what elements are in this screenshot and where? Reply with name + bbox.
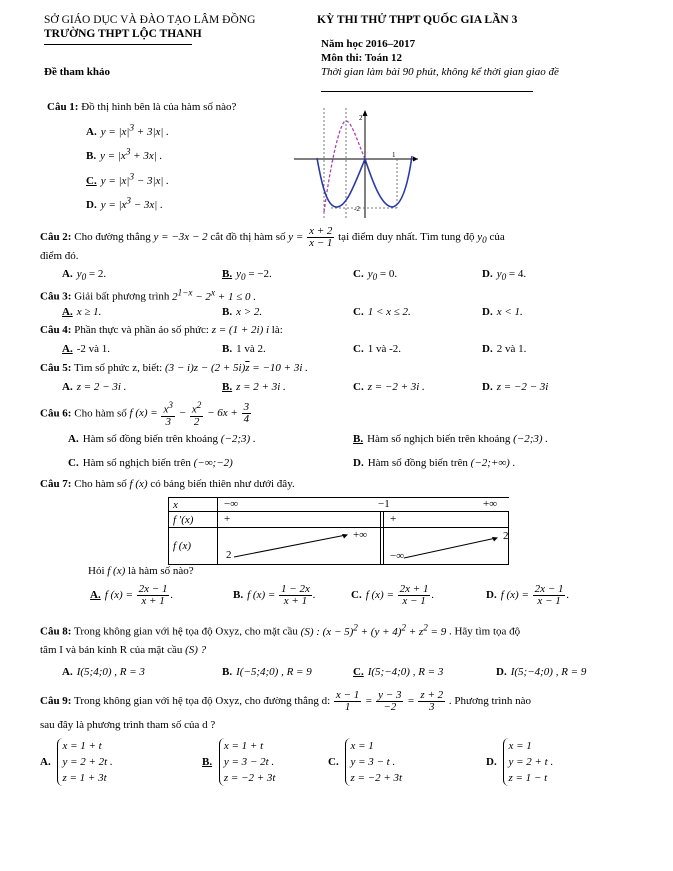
q1-expr-c: $y = |x|^3 - 3|x|$ . <box>100 171 169 187</box>
q3-stem: Câu 3: Giải bất phương trình $2^{1-x} - 2^x + 1 \le 0$ . <box>40 287 256 303</box>
q8-option-b[interactable]: B. I(−5;4;0) , R = 9 <box>222 666 312 678</box>
q7-option-d[interactable]: D. f (x) = $\frac{2x - 1}{x - 1}$ . <box>486 583 570 607</box>
q9-stem-cont: sau đây là phương trình tham số của d ? <box>40 719 216 731</box>
graph-x-arrow <box>413 157 418 162</box>
q2-option-a[interactable]: A. $y_0 = 2$. <box>62 268 107 283</box>
header-divider-right <box>321 91 533 92</box>
vt-arrows <box>218 528 518 565</box>
q8-option-d[interactable]: D. I(5;−4;0) , R = 9 <box>496 666 587 678</box>
q8-stem: Câu 8: Trong không gian với hệ tọa độ Oxyz, cho mặt cầu (S) : $(x - 5)^2 + (y + 4)^2 + z^2 = 9$ . Hãy tìm tọa độ <box>40 622 521 638</box>
header-year: Năm học 2016–2017 <box>321 38 416 50</box>
vt-fprime-cell: + + <box>218 512 509 528</box>
q6-option-b[interactable]: B. Hàm số nghịch biến trên khoảng (−2;3) . <box>353 433 549 445</box>
q2-stem-cont: điểm đó. <box>40 250 79 262</box>
q1-option-d[interactable]: D. $y = |x^3 - 3x|$ . <box>86 195 163 211</box>
q1-option-b[interactable]: B. $y = |x^3 + 3x|$ . <box>86 146 163 162</box>
q3-option-c[interactable]: C. 1 < x ≤ 2. <box>353 306 411 318</box>
q5-stem: Câu 5: Tìm số phức z, biết: $(3 - i)z - (2 + 5i)\overline{z} = -10 + 3i$ . <box>40 362 308 374</box>
graph-curve-dashed <box>324 121 365 212</box>
q1-expr-a: $y = |x|^3 + 3|x|$ . <box>100 122 169 138</box>
q7-ask: Hỏi f (x) là hàm số nào? <box>88 565 194 577</box>
q3-option-d[interactable]: D. x < 1. <box>482 306 523 318</box>
q6-option-a[interactable]: A. Hàm số đồng biến trên khoảng (−2;3) . <box>68 433 256 445</box>
q1-graph <box>294 108 420 220</box>
q8-option-a[interactable]: A. I(5;4;0) , R = 3 <box>62 666 145 678</box>
q4-option-b[interactable]: B. 1 và 2. <box>222 343 266 355</box>
q4-option-c[interactable]: C. 1 và -2. <box>353 343 401 355</box>
q4-expr: z = (1 + 2i) i <box>211 324 270 336</box>
vt-f-label: f (x) <box>169 528 218 565</box>
q6-option-d[interactable]: D. Hàm số đồng biến trên (−2;+∞) . <box>353 457 516 469</box>
q1-expr-d: $y = |x^3 - 3x|$ . <box>100 195 163 211</box>
header-subject: Môn thi: Toán 12 <box>321 52 402 64</box>
q8-option-c[interactable]: C. I(5;−4;0) , R = 3 <box>353 666 444 678</box>
vt-x-label: x <box>169 498 218 512</box>
q9-line: $\frac{x - 1}{1}$ = $\frac{y - 3}{-2}$ = $\frac{z + 2}{3}$ <box>335 689 444 713</box>
q1-text: Đồ thị hình bên là của hàm số nào? <box>81 101 237 113</box>
header-time: Thời gian làm bài 90 phút, không kể thời gian giao đề <box>321 66 559 78</box>
q8-sphere: (S) : $(x - 5)^2 + (y + 4)^2 + z^2 = 9$ <box>300 622 447 638</box>
q7-variation-table <box>168 497 509 565</box>
q9-option-d[interactable]: D. x = 1 y = 2 + t . z = 1 − t <box>486 740 554 784</box>
q4-option-a[interactable]: A. -2 và 1. <box>62 343 110 355</box>
q9-option-b[interactable]: B. x = 1 + t y = 3 − 2t . z = −2 + 3t <box>202 740 276 784</box>
q7-option-a[interactable]: A. f (x) = $\frac{2x - 1}{x + 1}$ . <box>90 583 174 607</box>
q4-stem: Câu 4: Phần thực và phần ảo số phức: z = (1 + 2i) i là: <box>40 324 283 336</box>
q7-stem: Câu 7: Cho hàm số f (x) có bảng biến thiên như dưới đây. <box>40 478 295 490</box>
q9-option-c[interactable]: C. x = 1 y = 3 − t . z = −2 + 3t <box>328 740 403 784</box>
q2-option-d[interactable]: D. $y_0 = 4$. <box>482 268 527 283</box>
q6-option-c[interactable]: C. Hàm số nghịch biến trên (−∞;−2) <box>68 457 233 469</box>
q1-expr-b: $y = |x^3 + 3x|$ . <box>100 146 163 162</box>
vt-f-cell: 2 +∞ −∞ 2 <box>218 528 509 565</box>
q6-function: f (x) = $\frac{x^3}{3}$ − $\frac{x^2}{2}$ − 6x + $\frac{3}{4}$ <box>129 400 250 428</box>
q5-option-b[interactable]: B. z = 2 + 3i . <box>222 381 286 393</box>
q2-line: y = −3x − 2 <box>153 231 208 244</box>
q2-stem: Câu 2: Cho đường thẳng y = −3x − 2 cắt đồ thị hàm số y = $\frac{x + 2}{x - 1}$ tại điểm duy nhất. Tìm tung độ $y_0$ của <box>40 225 505 249</box>
q2-option-c[interactable]: C. $y_0 = 0$. <box>353 268 398 283</box>
q4-option-d[interactable]: D. 2 và 1. <box>482 343 527 355</box>
header-exam: KỲ THI THỬ THPT QUỐC GIA LẦN 3 <box>317 14 518 26</box>
q6-stem: Câu 6: Cho hàm số f (x) = $\frac{x^3}{3}$ − $\frac{x^2}{2}$ − 6x + $\frac{3}{4}$ <box>40 400 252 428</box>
q5-equation: $(3 - i)z - (2 + 5i)\overline{z} = -10 + 3i$ . <box>164 362 308 374</box>
q3-inequality: $2^{1-x} - 2^x + 1 \le 0$ . <box>172 287 256 303</box>
vt-fprime-label: f ′(x) <box>169 512 218 528</box>
header-divider-left <box>44 44 192 45</box>
q5-option-a[interactable]: A. z = 2 − 3i . <box>62 381 127 393</box>
q8-stem-cont: tâm I và bán kính R của mặt cầu (S) ? <box>40 644 207 656</box>
vt-x-cell-left: −∞ −1 +∞ <box>218 498 509 512</box>
q1-stem <box>47 101 236 113</box>
graph-label-y-top: 2 <box>359 114 363 122</box>
q7-option-c[interactable]: C. f (x) = $\frac{2x + 1}{x - 1}$ . <box>351 583 435 607</box>
header-school: TRƯỜNG THPT LỘC THANH <box>44 28 202 40</box>
q3-option-b[interactable]: B. x > 2. <box>222 306 263 318</box>
graph-label-y-bot: -2 <box>354 205 360 213</box>
q1-label: Câu 1: <box>47 101 79 113</box>
q9-option-a[interactable]: A. x = 1 + t y = 2 + 2t . z = 1 + 3t <box>40 740 113 784</box>
q7-option-b[interactable]: B. f (x) = $\frac{1 - 2x}{x + 1}$ . <box>233 583 316 607</box>
q9-stem: Câu 9: Trong không gian với hệ tọa độ Oxyz, cho đường thẳng d: $\frac{x - 1}{1}$ = $\frac{y - 3}{-2}$ = $\frac{z + 2}{3}$ . Phương trình nào <box>40 689 531 713</box>
header-dept: SỞ GIÁO DỤC VÀ ĐÀO TẠO LÂM ĐỒNG <box>44 14 256 26</box>
q3-option-a[interactable]: A. x ≥ 1. <box>62 306 102 318</box>
graph-y-arrow <box>363 110 368 116</box>
q5-option-c[interactable]: C. z = −2 + 3i . <box>353 381 425 393</box>
q1-option-c[interactable]: C. $y = |x|^3 - 3|x|$ . <box>86 171 169 187</box>
header-ref: Đề tham khảo <box>44 66 111 78</box>
q2-func: y = $\frac{x + 2}{x - 1}$ <box>288 225 333 249</box>
graph-label-x-one: 1 <box>392 151 396 159</box>
q1-option-a[interactable]: A. $y = |x|^3 + 3|x|$ . <box>86 122 169 138</box>
q5-option-d[interactable]: D. z = −2 − 3i <box>482 381 549 393</box>
q2-option-b[interactable]: B. $y_0 = -2$. <box>222 268 272 283</box>
